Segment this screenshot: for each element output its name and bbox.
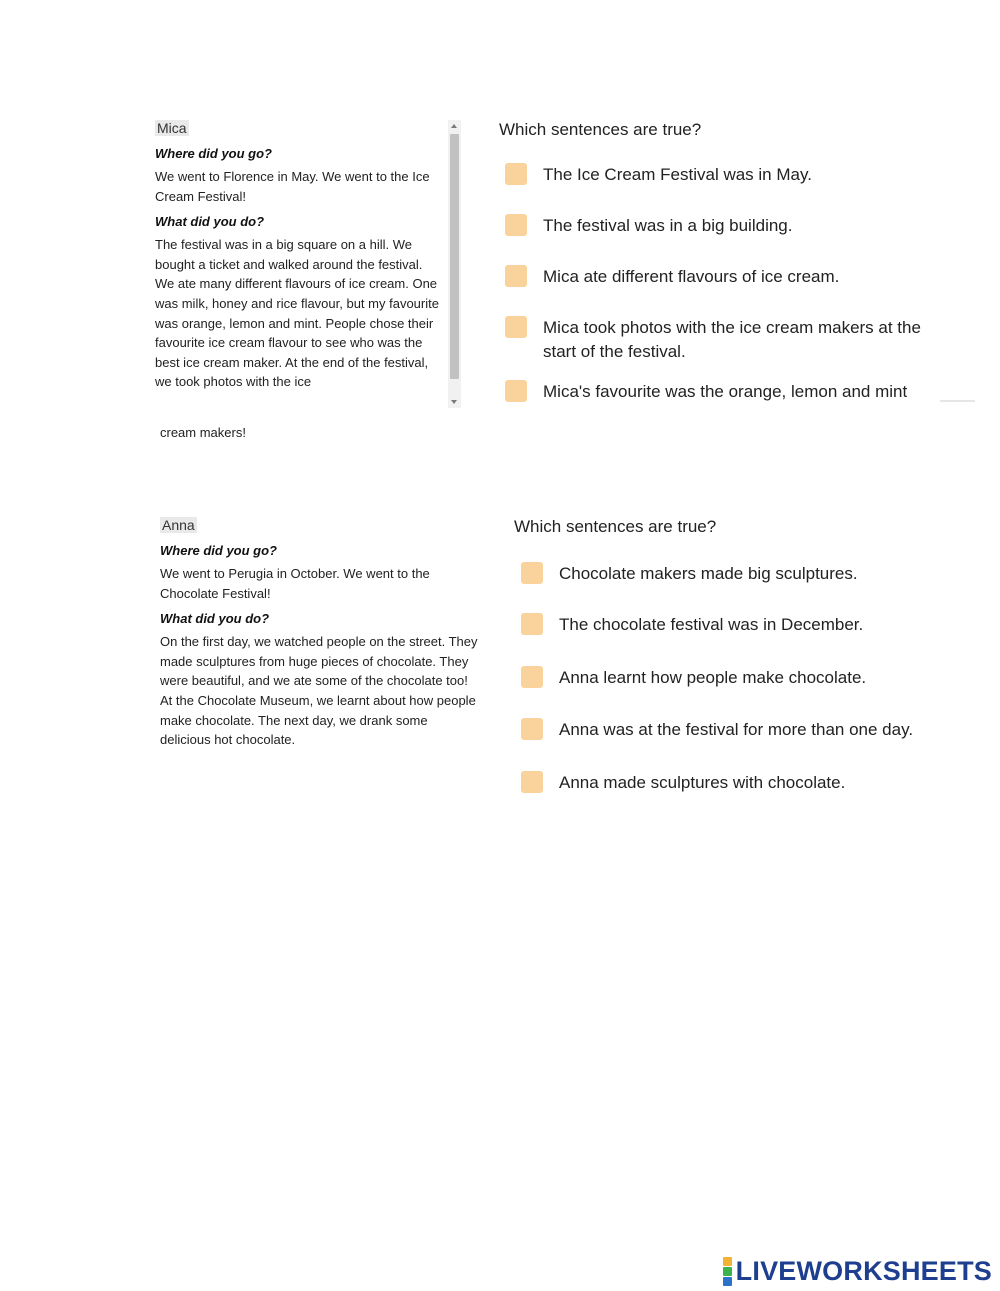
mica-name-label: Mica — [157, 120, 187, 136]
quiz1-option-1 — [505, 163, 812, 187]
quiz2-option-4-label: Anna was at the festival for more than one day. — [559, 720, 914, 739]
quiz2-checkbox-4[interactable] — [521, 718, 543, 740]
mica-question-what: What did you do? — [155, 214, 265, 230]
quiz1-checkbox-4[interactable] — [505, 316, 527, 338]
anna-question-where: Where did you go? — [160, 543, 277, 558]
quiz2-option-3 — [521, 666, 866, 690]
quiz1-option-2 — [505, 214, 792, 238]
quiz1-checkbox-3[interactable] — [505, 265, 527, 287]
mica-answer-where: We went to Florence in May. We went to the Ice Cream Festival! — [155, 169, 430, 204]
mica-scrollbar[interactable] — [448, 120, 461, 408]
quiz1-option-5 — [505, 380, 907, 405]
quiz1-checkbox-1[interactable] — [505, 163, 527, 185]
quiz1-option-4-label: Mica took photos with the ice cream makers at the start of the festival. — [543, 318, 921, 361]
quiz1-title: Which sentences are true? — [499, 120, 702, 139]
anna-reading-panel — [160, 517, 480, 758]
scrollbar-thumb[interactable] — [450, 134, 459, 379]
quiz2-option-4 — [521, 718, 913, 742]
mica-reading-panel[interactable] — [155, 120, 462, 408]
quiz2-option-2-label: The chocolate festival was in December. — [559, 615, 864, 634]
mica-overflow-text: cream makers! — [160, 425, 246, 440]
quiz2-option-1 — [521, 562, 858, 586]
anna-answer-where: We went to Perugia in October. We went to the Chocolate Festival! — [160, 566, 430, 601]
quiz1-option-3 — [505, 265, 839, 289]
quiz2-option-1-label: Chocolate makers made big sculptures. — [559, 564, 858, 583]
quiz2-option-2 — [521, 613, 863, 637]
logo-squares-icon — [723, 1257, 732, 1286]
anna-name-label: Anna — [162, 517, 195, 533]
quiz1-option-1-label: The Ice Cream Festival was in May. — [543, 165, 812, 184]
quiz1-option-2-label: The festival was in a big building. — [543, 216, 793, 235]
quiz2-option-5 — [521, 771, 845, 795]
anna-answer-what: On the first day, we watched people on the street. They made sculptures from huge pieces of chocolate. They were beautiful, and we ate some of the chocolate too! At the Chocolate Museum, we learnt about how people make chocolate. The next day, we drank some delicious hot chocolate. — [160, 634, 478, 748]
scroll-down-arrow-icon[interactable] — [451, 400, 457, 404]
liveworksheets-logo — [723, 1256, 992, 1287]
quiz1-checkbox-2[interactable] — [505, 214, 527, 236]
quiz2-checkbox-1[interactable] — [521, 562, 543, 584]
quiz2-checkbox-2[interactable] — [521, 613, 543, 635]
quiz1-option-5-label: Mica's favourite was the orange, lemon and mint — [543, 382, 908, 401]
divider-line — [940, 400, 975, 402]
quiz1-option-3-label: Mica ate different flavours of ice cream. — [543, 267, 840, 286]
logo-text: LIVEWORKSHEETS — [735, 1256, 992, 1286]
mica-answer-what: The festival was in a big square on a hill. We bought a ticket and walked around the festival. We ate many different flavours of ice cream. One was milk, honey and rice flavour, but my favourite was orange, lemon and mint. People chose their favourite ice cream flavour to see who was the best ice cream maker. At the end of the festival, we took photos with the ice — [155, 237, 439, 390]
scroll-up-arrow-icon[interactable] — [451, 124, 457, 128]
mica-question-where: Where did you go? — [155, 146, 272, 161]
quiz1-option-4 — [505, 316, 925, 364]
quiz2-checkbox-5[interactable] — [521, 771, 543, 793]
quiz2-checkbox-3[interactable] — [521, 666, 543, 688]
quiz1-checkbox-5[interactable] — [505, 380, 527, 402]
quiz2-option-3-label: Anna learnt how people make chocolate. — [559, 668, 867, 687]
anna-question-what: What did you do? — [160, 611, 270, 627]
quiz2-option-5-label: Anna made sculptures with chocolate. — [559, 773, 846, 792]
quiz2-title: Which sentences are true? — [514, 517, 717, 536]
